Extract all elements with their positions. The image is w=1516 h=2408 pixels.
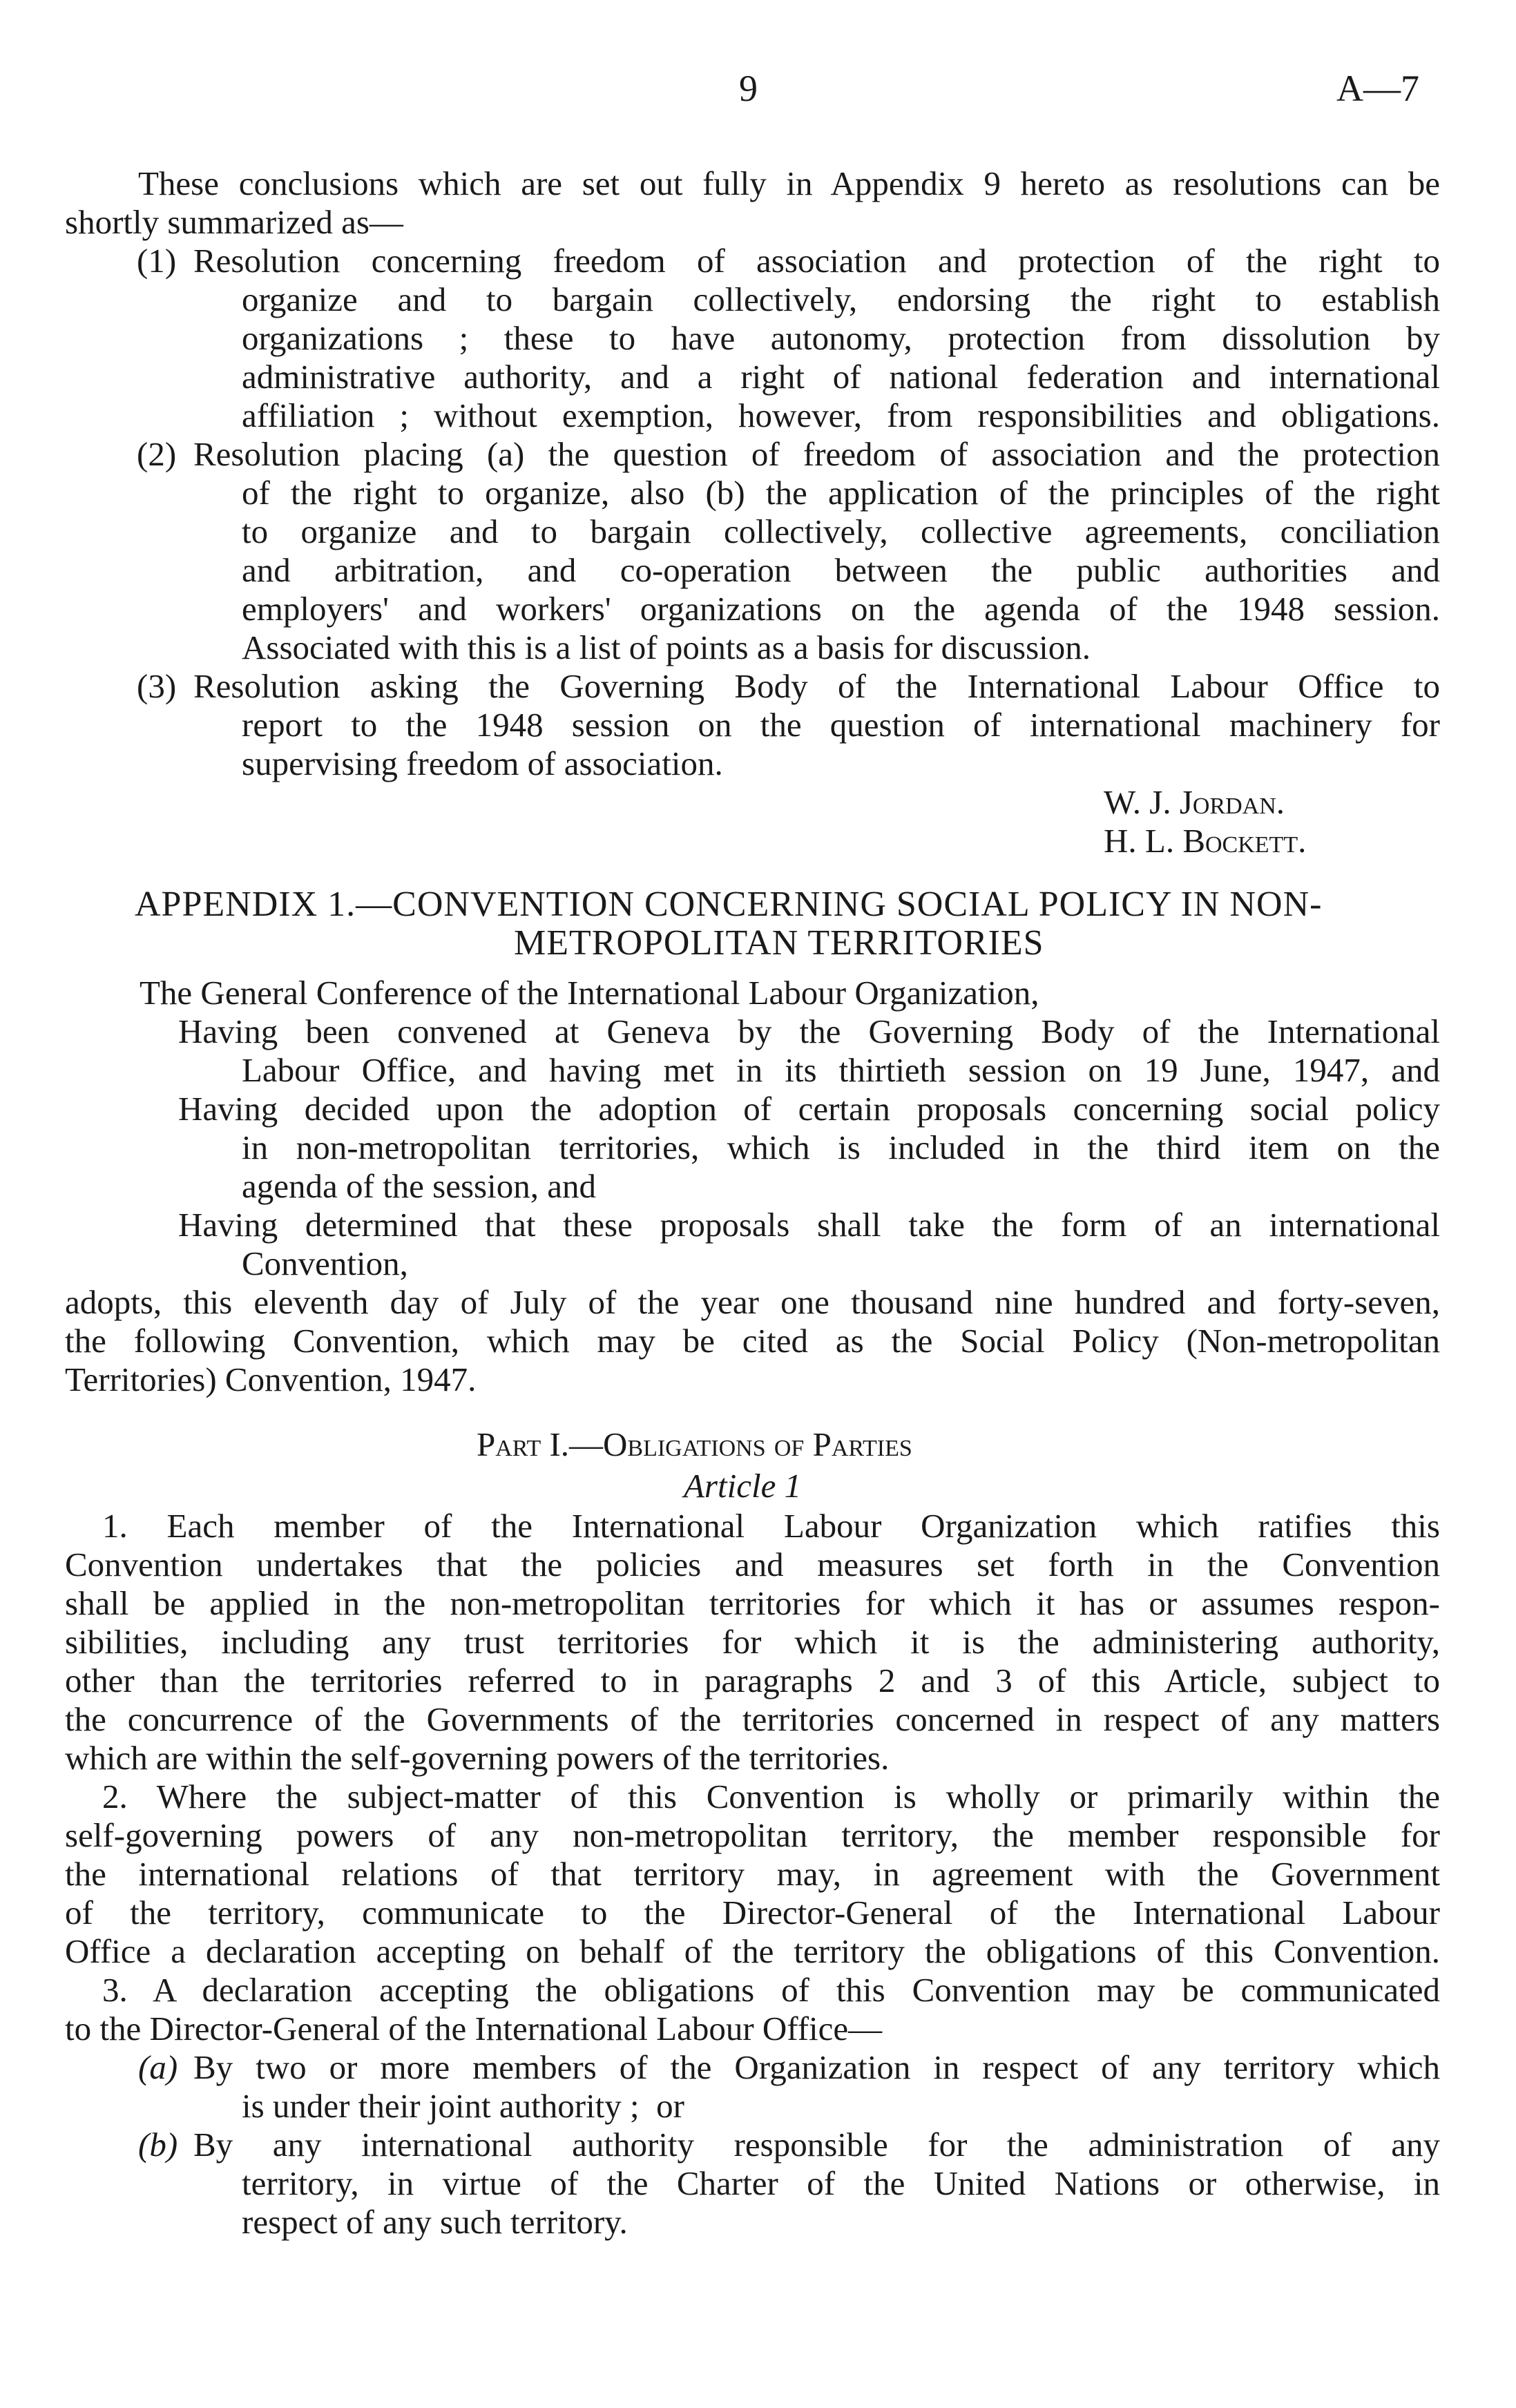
item-line: is under their joint authority ; or xyxy=(242,2087,684,2125)
resolution-line: affiliation ; without exemption, however, from responsibilities and obligations. xyxy=(242,396,1440,434)
signature: H. L. Bockett. xyxy=(1104,822,1307,860)
recital-line: agenda of the session, and xyxy=(242,1167,596,1205)
item-line: territory, in virtue of the Charter of the United Nations or otherwise, in xyxy=(242,2164,1440,2202)
resolution-line: report to the 1948 session on the question of international machinery for xyxy=(242,706,1440,744)
appendix-title: APPENDIX 1.—CONVENTION CONCERNING SOCIAL POLICY IN NON- xyxy=(135,885,1323,924)
resolution-line: supervising freedom of association. xyxy=(242,744,723,782)
recital-line: Convention, xyxy=(242,1244,408,1282)
paragraph-line: the international relations of that territory may, in agreement with the Government xyxy=(65,1855,1440,1893)
paragraph-line: 3. A declaration accepting the obligations of this Convention may be communicated xyxy=(102,1971,1440,2009)
page-number: 9 xyxy=(739,68,758,109)
item-line: respect of any such territory. xyxy=(242,2203,628,2241)
item-number: (b) xyxy=(138,2126,178,2164)
item-line: By two or more members of the Organization in respect of any territory which xyxy=(193,2048,1440,2086)
paragraph-line: 2. Where the subject-matter of this Convention is wholly or primarily within the xyxy=(102,1778,1440,1815)
article-title: Article 1 xyxy=(684,1467,802,1505)
adopts-line: Territories) Convention, 1947. xyxy=(65,1360,477,1398)
intro-line: These conclusions which are set out fully in Appendix 9 hereto as resolutions can be xyxy=(138,164,1440,202)
recital-line: Having been convened at Geneva by the Governing Body of the International xyxy=(178,1012,1440,1050)
resolution-line: of the right to organize, also (b) the application of the principles of the right xyxy=(242,474,1440,512)
paragraph-line: shall be applied in the non-metropolitan territories for which it has or assumes respon- xyxy=(65,1584,1440,1622)
part-title: Part I.—Obligations of Parties xyxy=(477,1425,912,1463)
item-number: (a) xyxy=(138,2048,178,2086)
paragraph-line: the concurrence of the Governments of the territories concerned in respect of any matters xyxy=(65,1700,1440,1738)
resolution-number: (2) xyxy=(137,435,177,473)
resolution-line: to organize and to bargain collectively, collective agreements, conciliation xyxy=(242,512,1440,550)
resolution-line: Resolution placing (a) the question of freedom of association and the protection xyxy=(193,435,1440,473)
recital-line: Having decided upon the adoption of certain proposals concerning social policy xyxy=(178,1090,1440,1128)
series-code: A—7 xyxy=(1336,68,1419,109)
resolution-line: Resolution concerning freedom of association and protection of the right to xyxy=(193,242,1440,280)
paragraph-line: other than the territories referred to in paragraphs 2 and 3 of this Article, subject to xyxy=(65,1661,1440,1699)
resolution-line: employers' and workers' organizations on the agenda of the 1948 session. xyxy=(242,590,1440,628)
signature: W. J. Jordan. xyxy=(1104,783,1285,821)
resolution-line: Associated with this is a list of points as a basis for discussion. xyxy=(242,628,1091,666)
paragraph-line: to the Director-General of the International Labour Office— xyxy=(65,2010,883,2048)
resolution-line: Resolution asking the Governing Body of the International Labour Office to xyxy=(193,667,1440,705)
appendix-title: METROPOLITAN TERRITORIES xyxy=(514,923,1044,963)
recital-line: in non-metropolitan territories, which is included in the third item on the xyxy=(242,1128,1440,1166)
resolution-line: organize and to bargain collectively, endorsing the right to establish xyxy=(242,280,1440,318)
recital-line: Having determined that these proposals shall take the form of an international xyxy=(178,1206,1440,1244)
paragraph-line: Office a declaration accepting on behalf of the territory the obligations of this Convention. xyxy=(65,1932,1440,1970)
paragraph-line: 1. Each member of the International Labour Organization which ratifies this xyxy=(102,1507,1440,1545)
resolution-number: (3) xyxy=(137,667,177,705)
paragraph-line: self-governing powers of any non-metropolitan territory, the member responsible for xyxy=(65,1816,1440,1854)
paragraph-line: of the territory, communicate to the Director-General of the International Labour xyxy=(65,1894,1440,1932)
resolution-line: administrative authority, and a right of national federation and international xyxy=(242,358,1440,396)
paragraph-line: which are within the self-governing powers of the territories. xyxy=(65,1739,890,1777)
recital-line: Labour Office, and having met in its thirtieth session on 19 June, 1947, and xyxy=(242,1051,1440,1089)
adopts-line: adopts, this eleventh day of July of the year one thousand nine hundred and forty-seven, xyxy=(65,1283,1440,1321)
preamble-opening: The General Conference of the International Labour Organization, xyxy=(140,974,1039,1012)
resolution-line: organizations ; these to have autonomy, protection from dissolution by xyxy=(242,319,1440,357)
paragraph-line: Convention undertakes that the policies and measures set forth in the Convention xyxy=(65,1545,1440,1583)
resolution-line: and arbitration, and co-operation between the public authorities and xyxy=(242,551,1440,589)
item-line: By any international authority responsible for the administration of any xyxy=(193,2126,1440,2164)
adopts-line: the following Convention, which may be cited as the Social Policy (Non-metropolitan xyxy=(65,1322,1440,1360)
paragraph-line: sibilities, including any trust territories for which it is the administering authority, xyxy=(65,1623,1440,1661)
resolution-number: (1) xyxy=(137,242,177,280)
intro-line: shortly summarized as— xyxy=(65,203,403,241)
